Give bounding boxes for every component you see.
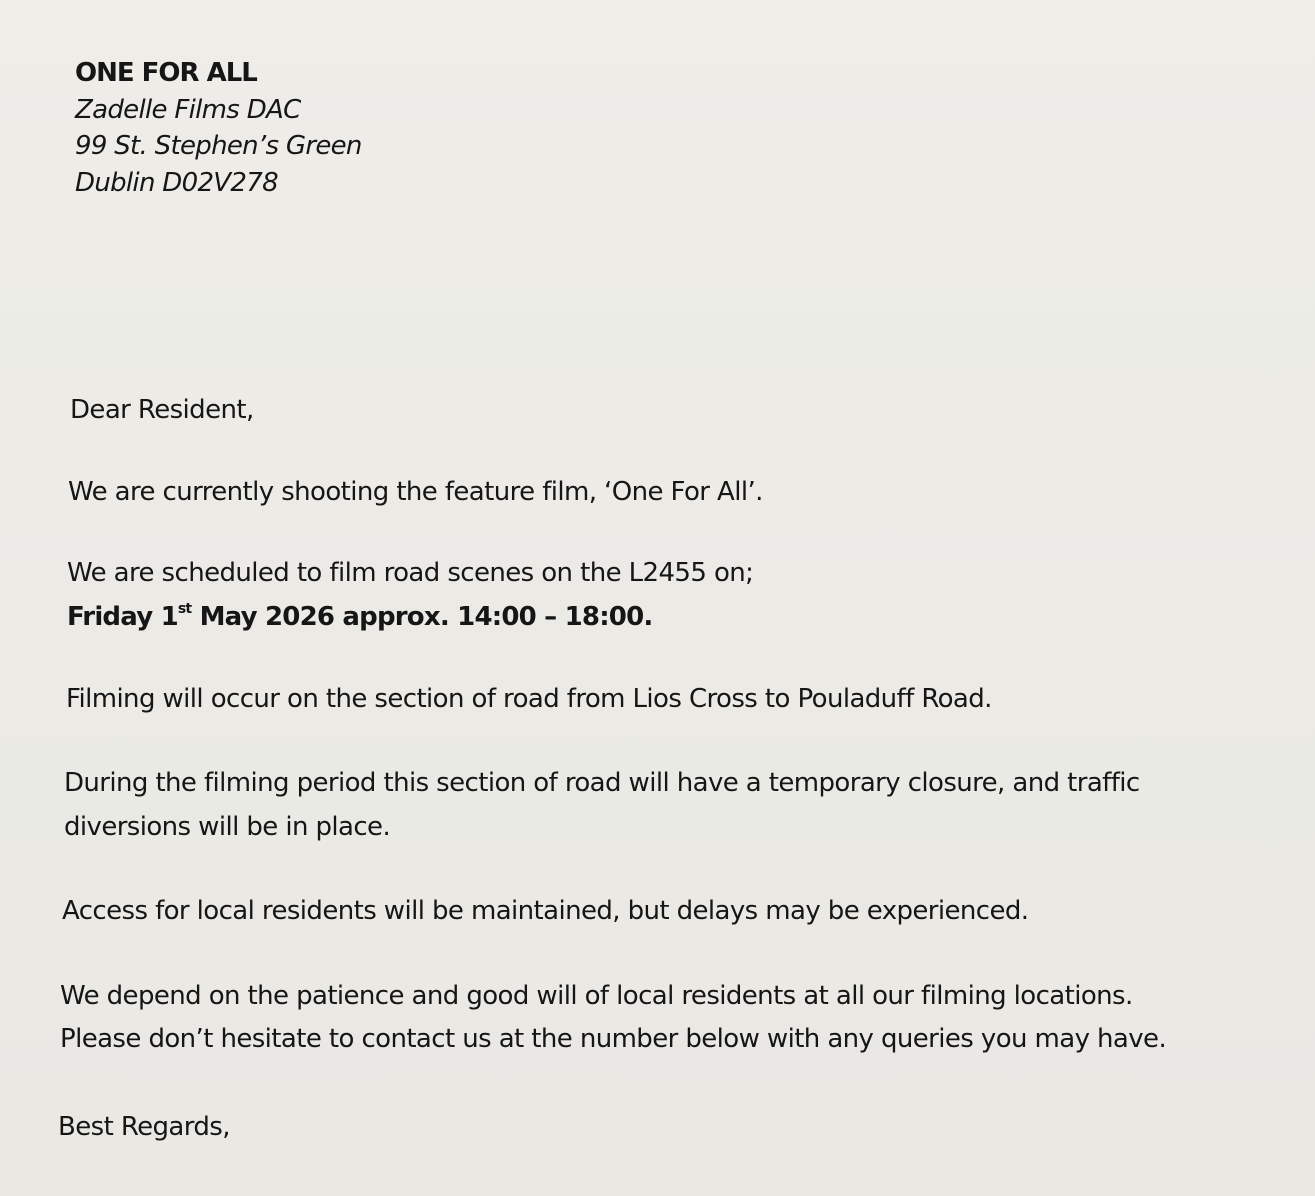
closing: Best Regards, — [58, 1112, 230, 1142]
filming-date — [67, 602, 652, 632]
salutation: Dear Resident, — [70, 395, 254, 425]
access-paragraph: Access for local residents will be maintained, but delays may be experienced. — [62, 896, 1029, 926]
thanks-paragraph-line1: We depend on the patience and good will of local residents at all our filming locations. — [60, 981, 1133, 1011]
intro-paragraph: We are currently shooting the feature film, ‘One For All’. — [68, 477, 763, 507]
thanks-paragraph-line2: Please don’t hesitate to contact us at the number below with any queries you may have. — [60, 1024, 1167, 1054]
filming-date-ordinal: st — [177, 601, 192, 618]
schedule-line: We are scheduled to film road scenes on the L2455 on; — [67, 558, 754, 588]
filming-date-day: Friday 1 — [67, 602, 178, 632]
address-line-city: Dublin D02V278 — [75, 168, 278, 198]
location-paragraph: Filming will occur on the section of road from Lios Cross to Pouladuff Road. — [66, 684, 992, 714]
company-name: ONE FOR ALL — [75, 58, 257, 88]
address-line-street: 99 St. Stephen’s Green — [75, 131, 362, 161]
closure-paragraph-line2: diversions will be in place. — [64, 812, 391, 842]
filming-date-time: May 2026 approx. 14:00 – 18:00. — [191, 602, 653, 632]
closure-paragraph-line1: During the filming period this section of road will have a temporary closure, and traffic — [64, 768, 1140, 798]
address-line-company: Zadelle Films DAC — [75, 95, 301, 125]
